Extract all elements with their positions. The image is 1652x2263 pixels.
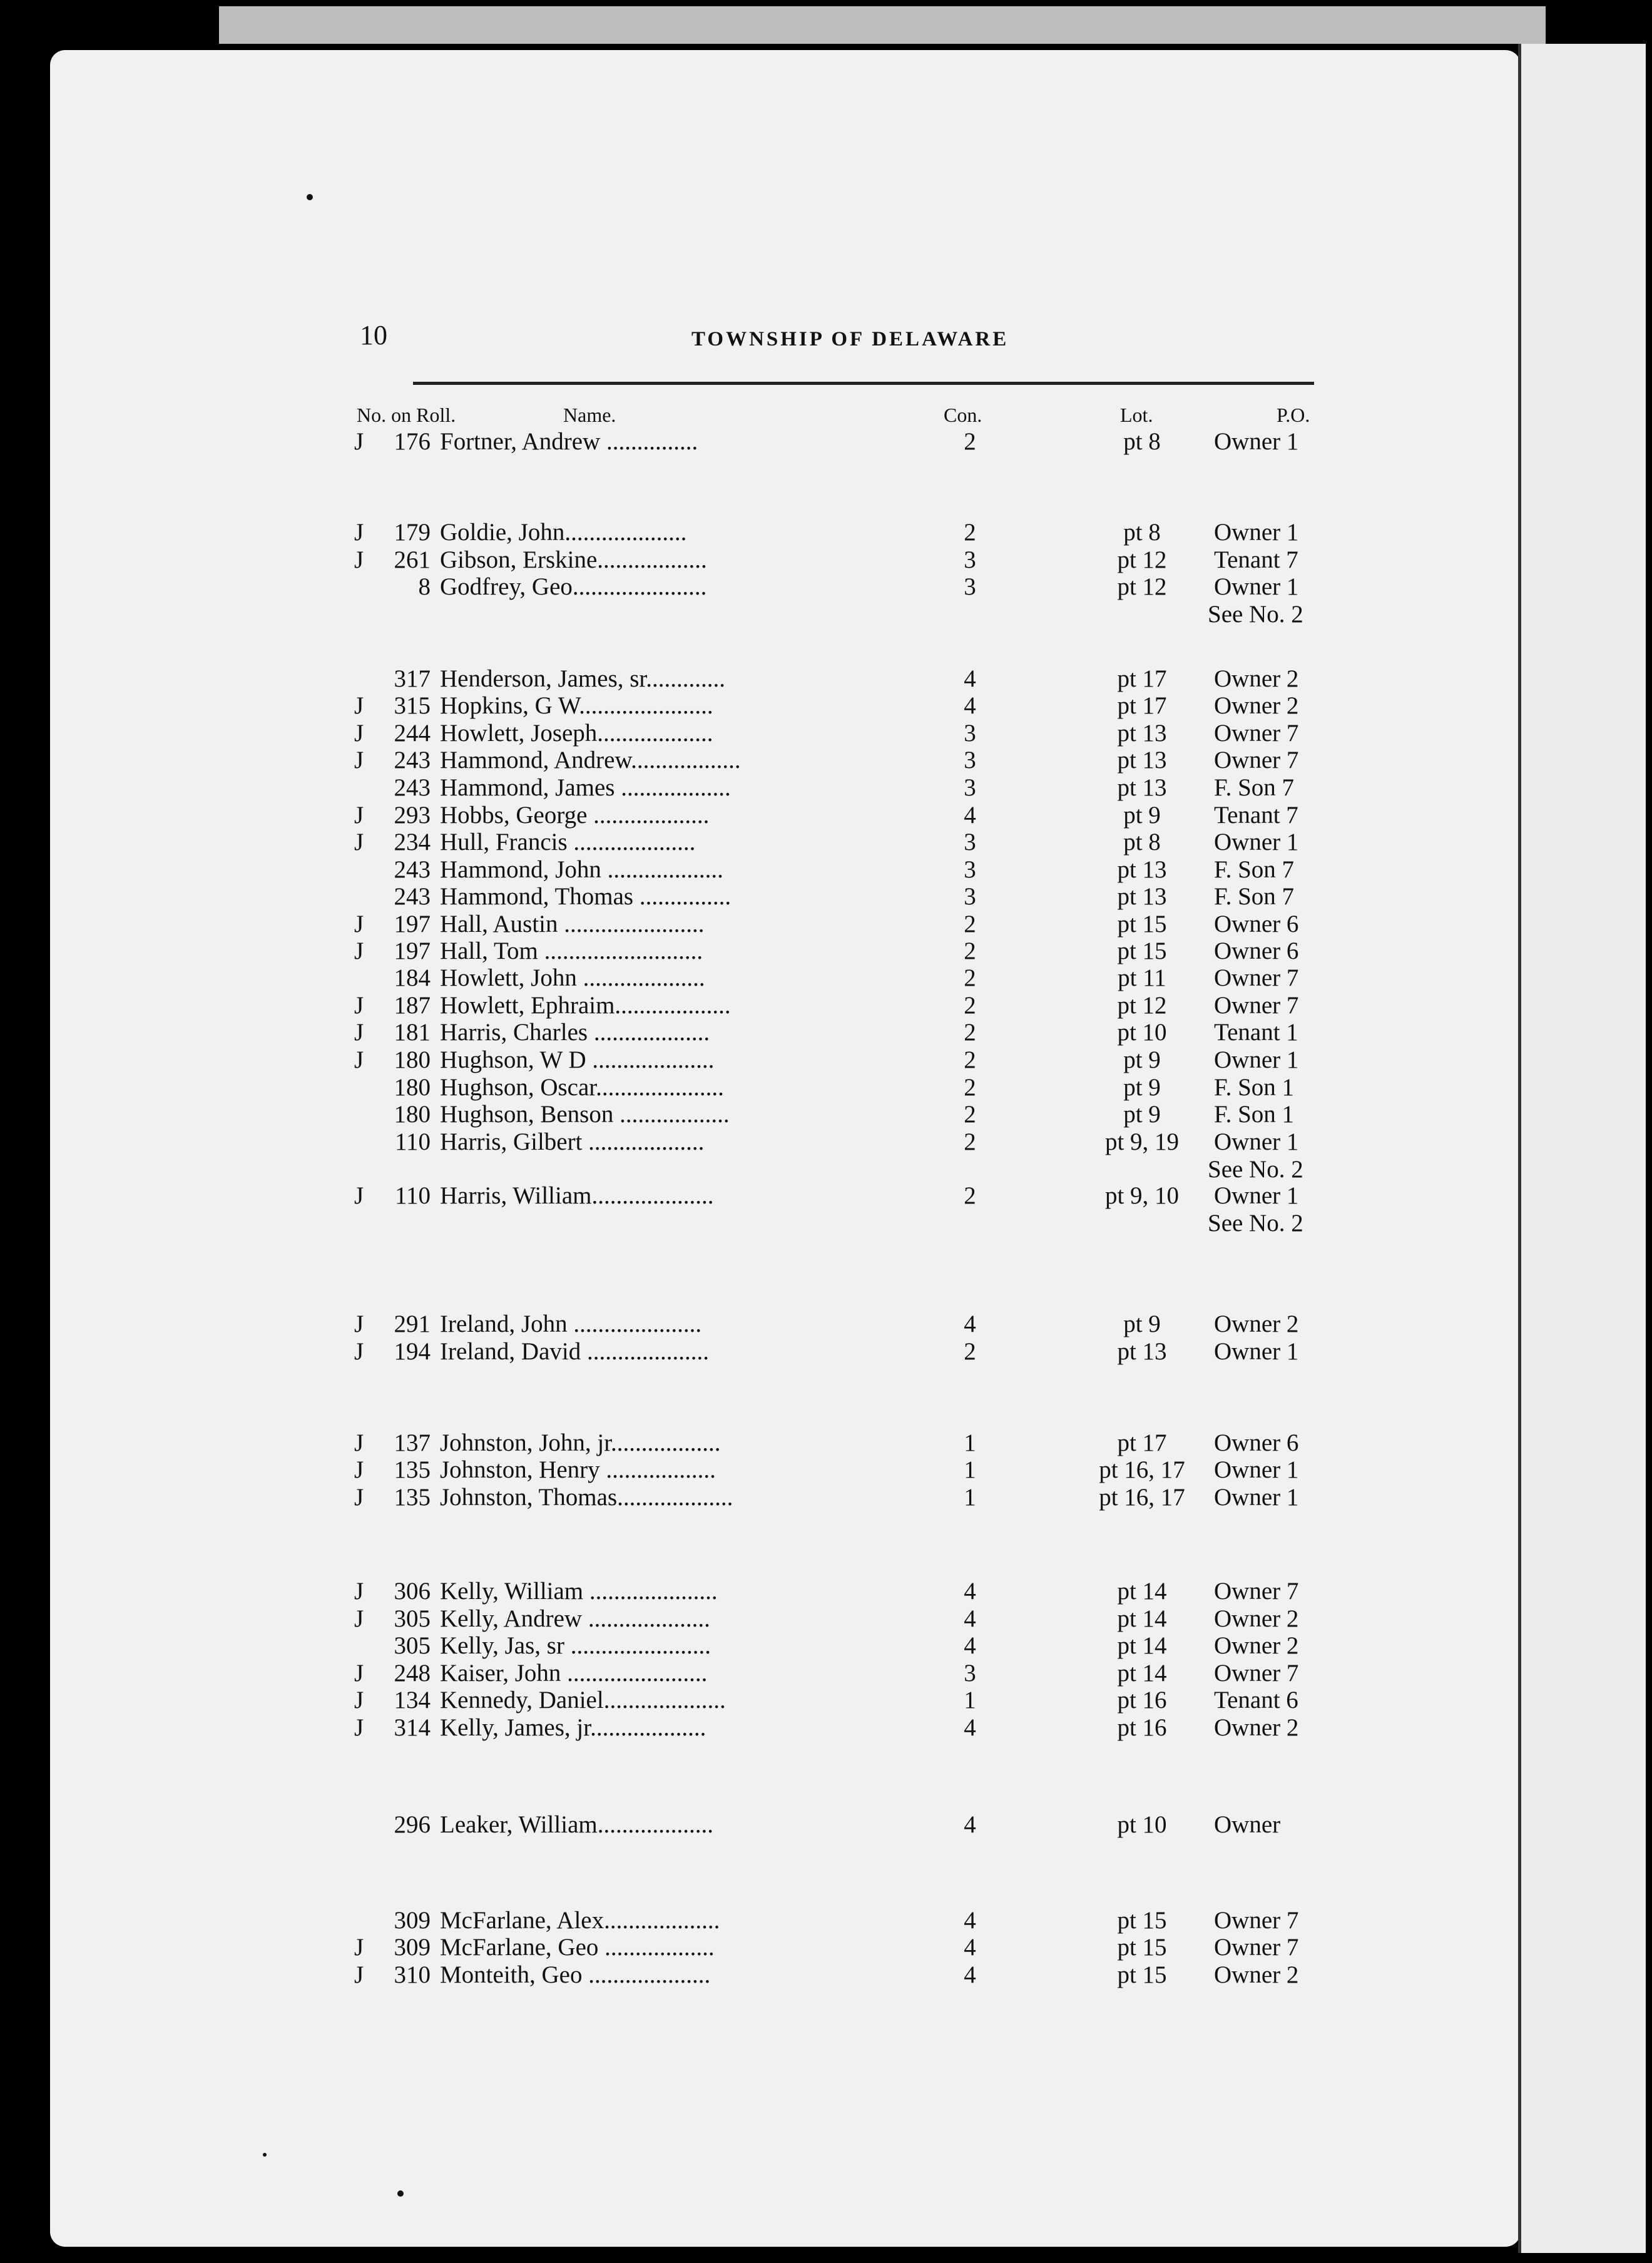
cell-j: J [354,1429,364,1456]
cell-name: Hammond, James .................. [440,774,731,801]
table-row [0,1338,1652,1366]
cell-j: J [354,747,364,774]
cell-con: 4 [964,692,976,719]
cell-name: Kelly, Jas, sr ....................... [440,1632,711,1659]
cell-lot: pt 9 [1123,1046,1161,1073]
cell-po: Owner 1 [1214,519,1299,546]
cell-lot: pt 12 [1117,573,1167,600]
cell-name: Hammond, Andrew.................. [440,747,741,774]
cell-note: See No. 2 [1208,601,1303,628]
cell-lot: pt 9 [1123,802,1161,829]
cell-con: 3 [964,747,976,774]
cell-name: Harris, Charles ................... [440,1019,710,1046]
cell-con: 4 [964,665,976,692]
cell-po: Owner 6 [1214,1429,1299,1456]
cell-name: Harris, Gilbert ................... [440,1128,705,1155]
table-row [0,546,1652,574]
cell-lot: pt 13 [1117,883,1167,910]
cell-po: Owner 1 [1214,428,1299,455]
cell-po: F. Son 7 [1214,883,1295,910]
cell-po: Owner 1 [1214,1456,1299,1483]
cell-con: 2 [964,1074,976,1101]
cell-num: 197 [394,937,431,964]
cell-num: 244 [394,720,431,747]
table-row [0,1961,1652,1989]
cell-con: 2 [964,1338,976,1365]
cell-lot: pt 15 [1117,911,1167,937]
cell-con: 2 [964,937,976,964]
cell-name: Harris, William.................... [440,1182,714,1209]
cell-name: Henderson, James, sr............. [440,665,726,692]
cell-po: F. Son 1 [1214,1101,1295,1128]
cell-lot: pt 10 [1117,1019,1167,1046]
cell-con: 3 [964,883,976,910]
cell-j: J [354,1961,364,1988]
table-row [0,1046,1652,1074]
table-row [0,1101,1652,1128]
cell-j: J [354,546,364,573]
table-row [0,1074,1652,1101]
cell-note: See No. 2 [1208,1156,1303,1183]
cell-con: 4 [964,1310,976,1337]
cell-lot: pt 13 [1117,856,1167,883]
table-row [0,1456,1652,1484]
cell-name: McFarlane, Geo .................. [440,1934,715,1961]
cell-name: Hull, Francis .................... [440,829,696,856]
scan-speck [397,2190,404,2197]
cell-name: Hall, Austin ....................... [440,911,705,937]
header-rule [413,382,1314,385]
cell-num: 291 [394,1310,431,1337]
cell-lot: pt 9, 19 [1104,1128,1180,1155]
cell-lot: pt 14 [1117,1605,1167,1632]
cell-lot: pt 16 [1117,1714,1167,1741]
cell-num: 197 [394,911,431,937]
cell-lot: pt 14 [1117,1632,1167,1659]
cell-name: Hammond, John ................... [440,856,723,883]
cell-lot: pt 9 [1123,1074,1161,1101]
cell-con: 2 [964,964,976,991]
cell-con: 4 [964,1907,976,1934]
cell-po: Owner 7 [1214,1934,1299,1961]
cell-j: J [354,428,364,455]
cell-con: 4 [964,1632,976,1659]
table-row [0,747,1652,774]
cell-num: 314 [394,1714,431,1741]
cell-num: 293 [394,802,431,829]
cell-j: J [354,1687,364,1714]
cell-num: 137 [394,1429,431,1456]
cell-lot: pt 15 [1117,1961,1167,1988]
cell-con: 3 [964,856,976,883]
cell-name: Howlett, Joseph................... [440,720,713,747]
cell-num: 176 [394,428,431,455]
cell-po: Owner 2 [1214,1310,1299,1337]
cell-con: 4 [964,802,976,829]
cell-lot: pt 17 [1117,1429,1167,1456]
cell-lot: pt 15 [1117,937,1167,964]
cell-name: Kennedy, Daniel.................... [440,1687,726,1714]
table-row [0,428,1652,456]
cell-lot: pt 14 [1117,1660,1167,1687]
cell-name: Hughson, Oscar..................... [440,1074,724,1101]
cell-name: Hopkins, G W...................... [440,692,713,719]
cell-num: 309 [394,1907,431,1934]
cell-num: 135 [394,1456,431,1483]
cell-con: 1 [964,1687,976,1714]
cell-j: J [354,1484,364,1511]
cell-po: Owner 7 [1214,992,1299,1019]
cell-name: Johnston, Henry .................. [440,1456,716,1483]
cell-po: Owner 1 [1214,573,1299,600]
cell-po: Owner 7 [1214,1660,1299,1687]
cell-name: Johnston, Thomas................... [440,1484,733,1511]
cell-con: 4 [964,1811,976,1838]
cell-con: 1 [964,1429,976,1456]
cell-con: 4 [964,1714,976,1741]
cell-j: J [354,692,364,719]
table-row [0,665,1652,693]
table-row [0,1811,1652,1839]
cell-name: Leaker, William................... [440,1811,713,1838]
cell-po: Tenant 7 [1214,546,1298,573]
cell-j: J [354,720,364,747]
cell-lot: pt 9 [1123,1310,1161,1337]
cell-name: Johnston, John, jr.................. [440,1429,721,1456]
cell-j: J [354,1578,364,1605]
cell-lot: pt 12 [1117,992,1167,1019]
cell-lot: pt 12 [1117,546,1167,573]
cell-num: 305 [394,1632,431,1659]
table-row [0,1632,1652,1660]
cell-lot: pt 8 [1123,829,1161,856]
cell-j: J [354,1182,364,1209]
cell-con: 2 [964,1128,976,1155]
cell-name: Howlett, Ephraim................... [440,992,731,1019]
table-row [0,1934,1652,1961]
table-row [0,856,1652,884]
cell-con: 1 [964,1484,976,1511]
cell-name: Hammond, Thomas ............... [440,883,732,910]
table-row [0,1605,1652,1633]
cell-po: F. Son 7 [1214,856,1295,883]
cell-j: J [354,911,364,937]
cell-po: Owner 1 [1214,1484,1299,1511]
cell-num: 243 [394,747,431,774]
cell-num: 315 [394,692,431,719]
cell-j: J [354,802,364,829]
cell-j: J [354,1310,364,1337]
cell-name: Hobbs, George ................... [440,802,710,829]
table-row [0,774,1652,802]
cell-name: Kaiser, John ....................... [440,1660,708,1687]
cell-con: 2 [964,1019,976,1046]
cell-con: 2 [964,428,976,455]
cell-po: Tenant 6 [1214,1687,1298,1714]
cell-j: J [354,1046,364,1073]
cell-lot: pt 8 [1123,428,1161,455]
table-row [0,911,1652,938]
cell-po: Owner 7 [1214,720,1299,747]
cell-con: 4 [964,1605,976,1632]
scan-top-edge [219,6,1546,44]
cell-j: J [354,1338,364,1365]
cell-con: 2 [964,992,976,1019]
col-header-name: Name. [563,404,616,426]
cell-po: Owner 2 [1214,1632,1299,1659]
cell-po: Owner [1214,1811,1281,1838]
cell-po: Owner 2 [1214,665,1299,692]
col-header-con: Con. [944,404,982,426]
cell-lot: pt 16, 17 [1099,1456,1185,1483]
cell-con: 1 [964,1456,976,1483]
cell-name: McFarlane, Alex................... [440,1907,720,1934]
cell-po: F. Son 1 [1214,1074,1295,1101]
table-row [0,573,1652,628]
cell-num: 110 [394,1128,431,1155]
col-header-po: P.O. [1277,404,1310,426]
cell-lot: pt 17 [1117,665,1167,692]
cell-lot: pt 9 [1123,1101,1161,1128]
cell-name: Kelly, William ..................... [440,1578,718,1605]
table-row [0,1310,1652,1338]
cell-lot: pt 13 [1117,747,1167,774]
cell-lot: pt 14 [1117,1578,1167,1605]
cell-con: 2 [964,1046,976,1073]
cell-j: J [354,1714,364,1741]
cell-po: Owner 6 [1214,937,1299,964]
cell-po: Owner 2 [1214,1961,1299,1988]
cell-num: 180 [394,1074,431,1101]
cell-po: F. Son 7 [1214,774,1295,801]
cell-name: Fortner, Andrew ............... [440,428,698,455]
cell-con: 2 [964,1101,976,1128]
table-row [0,1019,1652,1046]
table-row [0,1128,1652,1183]
cell-po: Owner 1 [1214,829,1299,856]
cell-po: Owner 2 [1214,1714,1299,1741]
cell-num: 135 [394,1484,431,1511]
cell-num: 134 [394,1687,431,1714]
cell-num: 310 [394,1961,431,1988]
cell-num: 317 [394,665,431,692]
table-row [0,1907,1652,1934]
cell-con: 4 [964,1961,976,1988]
cell-num: 184 [394,964,431,991]
cell-num: 187 [394,992,431,1019]
cell-j: J [354,829,364,856]
cell-lot: pt 15 [1117,1907,1167,1934]
table-row [0,1687,1652,1714]
table-row [0,720,1652,747]
cell-con: 3 [964,546,976,573]
cell-note: See No. 2 [1208,1210,1303,1237]
cell-j: J [354,937,364,964]
table-row [0,1429,1652,1457]
cell-name: Kelly, James, jr................... [440,1714,706,1741]
cell-lot: pt 16, 17 [1099,1484,1185,1511]
cell-po: Owner 2 [1214,692,1299,719]
cell-num: 180 [394,1046,431,1073]
cell-po: Owner 1 [1214,1182,1299,1209]
cell-po: Owner 2 [1214,1605,1299,1632]
cell-lot: pt 16 [1117,1687,1167,1714]
cell-num: 296 [394,1811,431,1838]
cell-j: J [354,1934,364,1961]
cell-num: 248 [394,1660,431,1687]
cell-po: Owner 7 [1214,964,1299,991]
cell-con: 4 [964,1934,976,1961]
cell-con: 3 [964,774,976,801]
cell-num: 309 [394,1934,431,1961]
cell-name: Gibson, Erskine.................. [440,546,707,573]
table-row [0,1660,1652,1687]
cell-po: Tenant 7 [1214,802,1298,829]
cell-name: Kelly, Andrew .................... [440,1605,710,1632]
col-header-no-on-roll: No. on Roll. [357,404,456,426]
running-title: TOWNSHIP OF DELAWARE [691,328,1009,350]
cell-con: 2 [964,519,976,546]
cell-lot: pt 10 [1117,1811,1167,1838]
table-row [0,992,1652,1019]
cell-name: Hughson, Benson .................. [440,1101,730,1128]
table-row [0,1578,1652,1605]
cell-num: 261 [394,546,431,573]
cell-j: J [354,1019,364,1046]
cell-num: 243 [394,856,431,883]
cell-name: Goldie, John.................... [440,519,687,546]
table-row [0,692,1652,720]
cell-po: Owner 1 [1214,1338,1299,1365]
cell-j: J [354,1605,364,1632]
cell-num: 243 [394,774,431,801]
cell-po: Tenant 1 [1214,1019,1298,1046]
cell-po: Owner 7 [1214,747,1299,774]
cell-lot: pt 15 [1117,1934,1167,1961]
cell-lot: pt 13 [1117,1338,1167,1365]
cell-con: 2 [964,911,976,937]
cell-lot: pt 11 [1118,964,1166,991]
cell-name: Ireland, John ..................... [440,1310,702,1337]
cell-lot: pt 13 [1117,774,1167,801]
col-header-lot: Lot. [1120,404,1153,426]
page-number: 10 [360,320,387,350]
cell-po: Owner 1 [1214,1128,1299,1155]
cell-num: 180 [394,1101,431,1128]
scan-speck [263,2153,267,2157]
cell-lot: pt 8 [1123,519,1161,546]
cell-num: 234 [394,829,431,856]
cell-j: J [354,1456,364,1483]
table-row [0,1484,1652,1511]
cell-po: Owner 1 [1214,1046,1299,1073]
cell-po: Owner 6 [1214,911,1299,937]
scan-speck [307,194,313,200]
table-row [0,802,1652,829]
cell-lot: pt 17 [1117,692,1167,719]
cell-name: Howlett, John .................... [440,964,705,991]
cell-num: 179 [394,519,431,546]
cell-po: Owner 7 [1214,1907,1299,1934]
cell-con: 3 [964,829,976,856]
cell-num: 194 [394,1338,431,1365]
cell-j: J [354,992,364,1019]
table-row [0,519,1652,546]
cell-name: Hughson, W D .................... [440,1046,715,1073]
table-row [0,964,1652,992]
cell-con: 3 [964,573,976,600]
cell-lot: pt 13 [1117,720,1167,747]
table-row [0,829,1652,856]
table-row [0,1182,1652,1237]
cell-num: 305 [394,1605,431,1632]
table-row [0,937,1652,965]
cell-name: Hall, Tom .......................... [440,937,703,964]
cell-con: 3 [964,1660,976,1687]
cell-j: J [354,1660,364,1687]
table-row [0,1714,1652,1742]
cell-num: 306 [394,1578,431,1605]
cell-j: J [354,519,364,546]
cell-po: Owner 7 [1214,1578,1299,1605]
cell-lot: pt 9, 10 [1104,1182,1180,1209]
cell-con: 2 [964,1182,976,1209]
table-row [0,883,1652,911]
cell-num: 8 [418,573,431,600]
cell-num: 110 [394,1182,431,1209]
cell-num: 243 [394,883,431,910]
cell-con: 4 [964,1578,976,1605]
cell-name: Monteith, Geo .................... [440,1961,711,1988]
cell-num: 181 [394,1019,431,1046]
cell-name: Ireland, David .................... [440,1338,709,1365]
cell-name: Godfrey, Geo...................... [440,573,707,600]
cell-con: 3 [964,720,976,747]
